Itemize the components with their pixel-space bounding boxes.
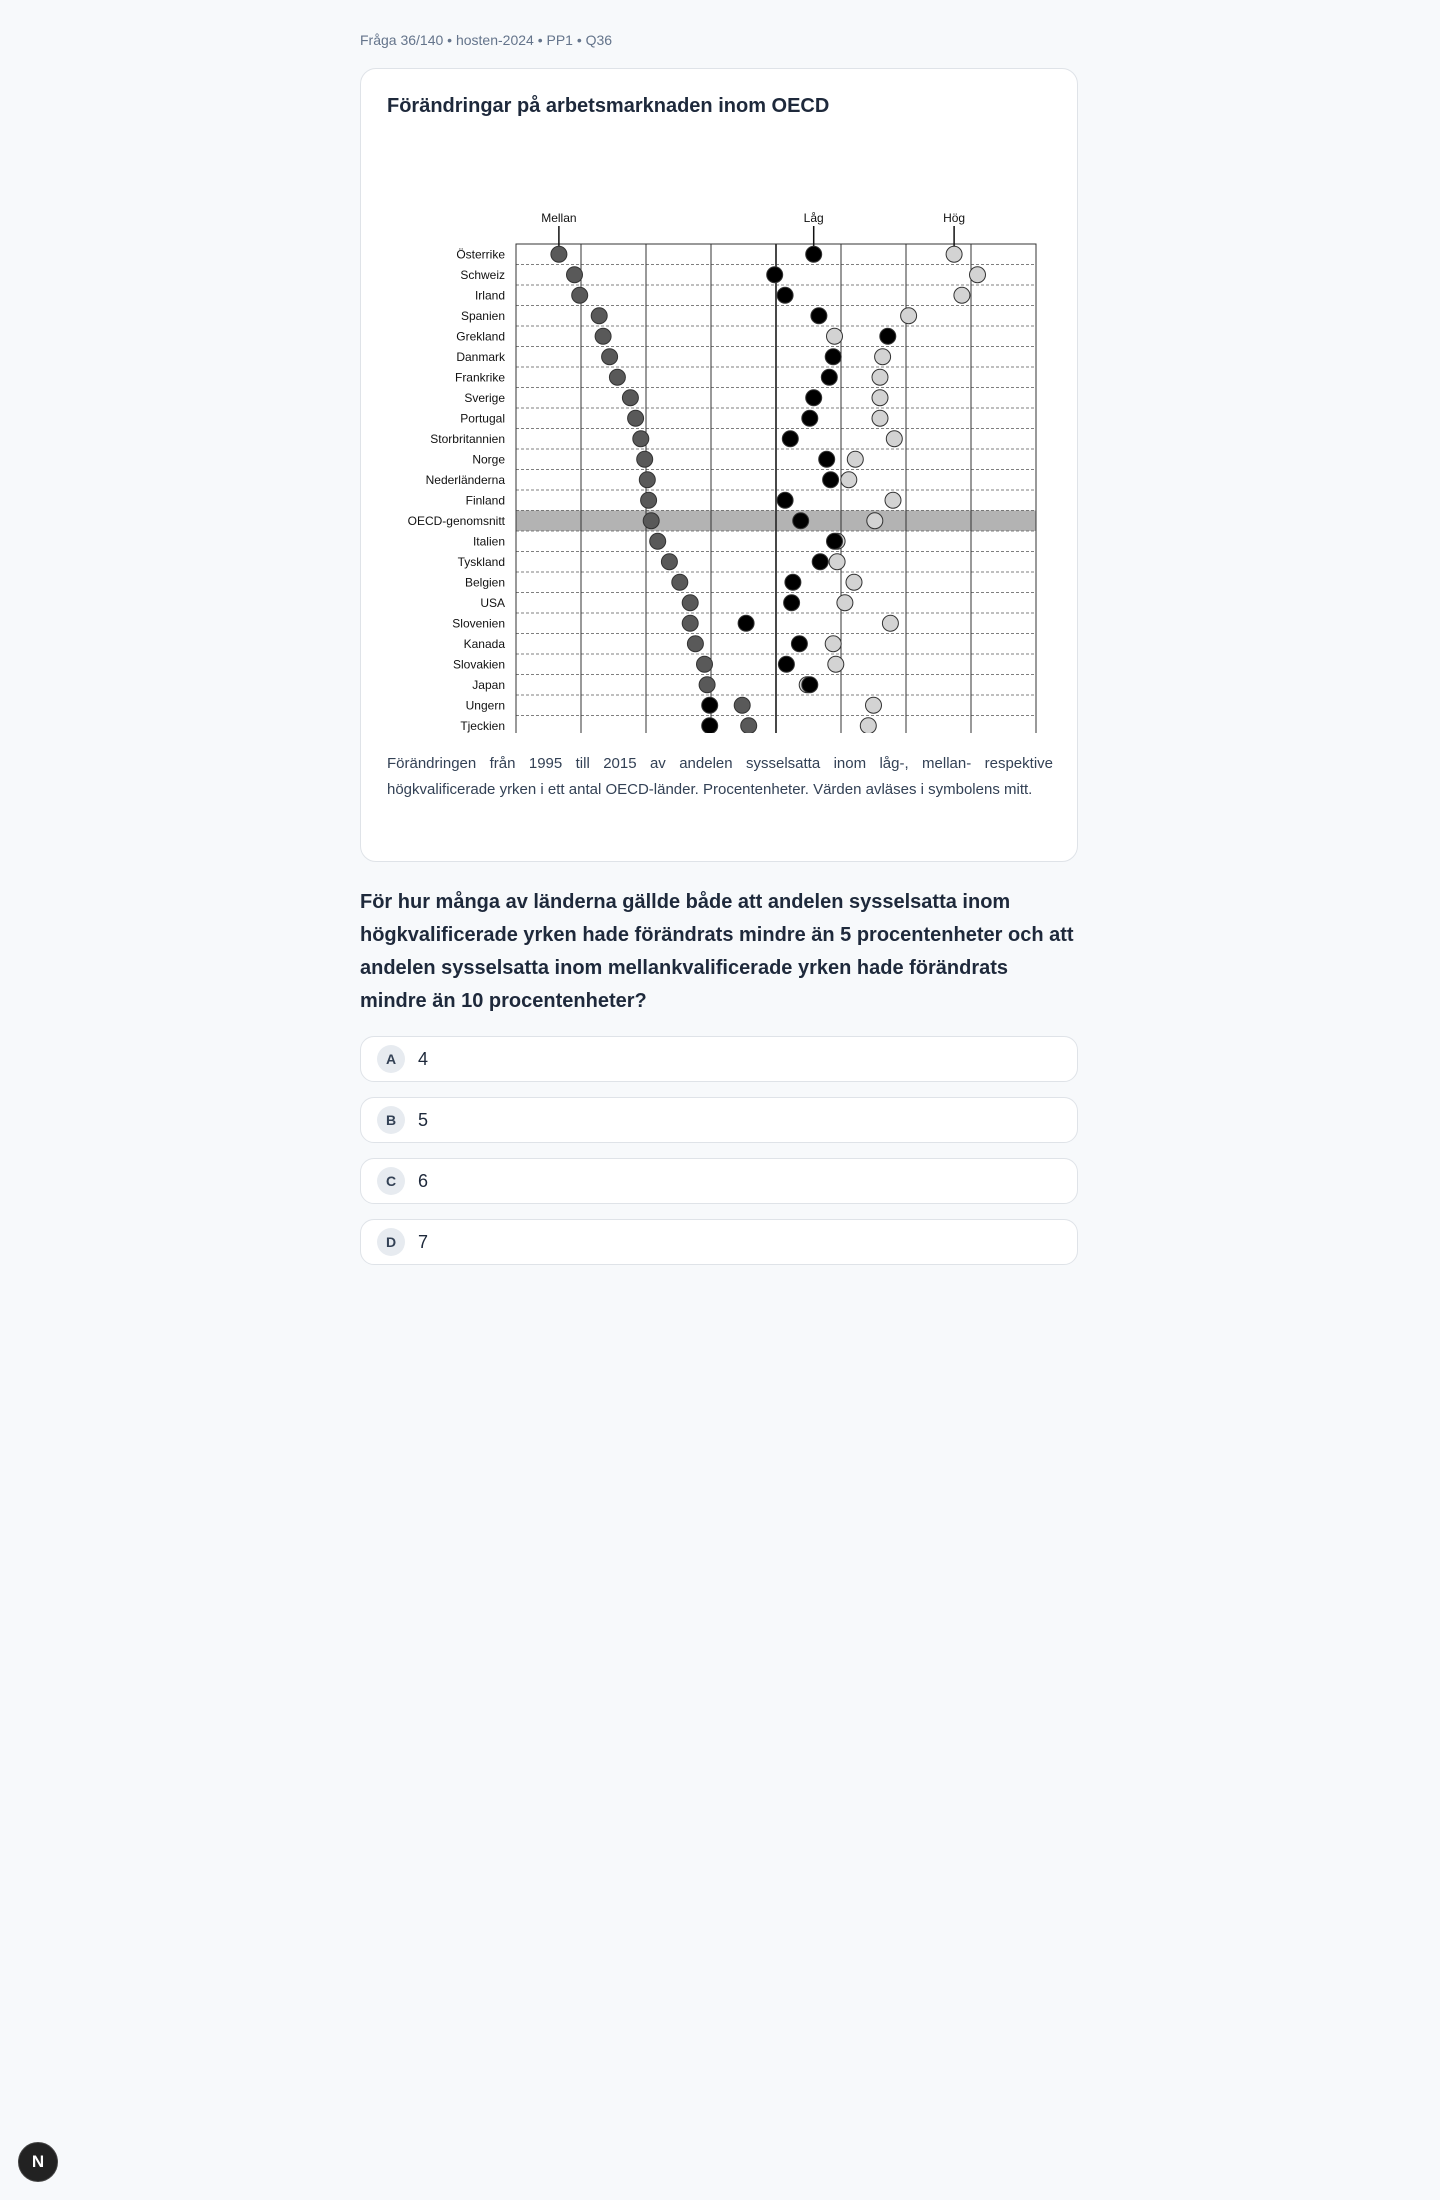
figure-title: Förändringar på arbetsmarknaden inom OECD (387, 95, 830, 117)
data-point-mellan (734, 697, 750, 713)
data-point-lag (777, 287, 793, 303)
data-point-hog (866, 697, 882, 713)
data-point-mellan (633, 431, 649, 447)
data-point-mellan (643, 513, 659, 529)
row-label: Norge (472, 452, 505, 467)
option-letter: A (377, 1045, 405, 1073)
data-point-mellan (682, 615, 698, 631)
data-point-mellan (622, 390, 638, 406)
data-point-mellan (609, 369, 625, 385)
data-point-lag (702, 718, 718, 733)
data-point-lag (825, 349, 841, 365)
data-point-mellan (551, 246, 567, 262)
data-point-mellan (699, 677, 715, 693)
data-point-hog (860, 718, 876, 733)
option-c[interactable] (360, 1158, 1078, 1204)
data-point-mellan (637, 451, 653, 467)
option-letter: C (377, 1167, 405, 1195)
data-point-lag (778, 656, 794, 672)
data-point-lag (802, 677, 818, 693)
data-point-hog (946, 246, 962, 262)
data-point-lag (821, 369, 837, 385)
data-point-lag (880, 328, 896, 344)
data-point-hog (872, 410, 888, 426)
option-text: 5 (418, 1109, 429, 1130)
data-point-lag (702, 697, 718, 713)
data-point-mellan (697, 656, 713, 672)
data-point-hog (825, 636, 841, 652)
row-label: Sverige (464, 390, 505, 405)
data-point-lag (777, 492, 793, 508)
data-point-mellan (595, 328, 611, 344)
row-label: Tyskland (457, 554, 505, 569)
data-point-hog (882, 615, 898, 631)
data-point-lag (806, 390, 822, 406)
data-point-mellan (741, 718, 757, 733)
data-point-hog (954, 287, 970, 303)
row-label: USA (480, 595, 505, 610)
data-point-mellan (567, 267, 583, 283)
breadcrumb: Fråga 36/140 • hosten-2024 • PP1 • Q36 (360, 32, 613, 48)
option-text: 6 (418, 1170, 429, 1191)
data-point-hog (970, 267, 986, 283)
data-point-lag (802, 410, 818, 426)
data-point-mellan (650, 533, 666, 549)
data-point-hog (875, 349, 891, 365)
option-letter: D (377, 1228, 405, 1256)
data-point-mellan (602, 349, 618, 365)
row-label: Danmark (456, 349, 505, 364)
row-label: Finland (465, 493, 505, 508)
data-point-hog (829, 554, 845, 570)
data-point-hog (827, 328, 843, 344)
data-point-lag (785, 574, 801, 590)
data-point-hog (828, 656, 844, 672)
row-label: Slovenien (452, 616, 505, 631)
data-point-mellan (682, 595, 698, 611)
data-point-mellan (639, 472, 655, 488)
figure-card (360, 68, 1078, 862)
data-point-lag (782, 431, 798, 447)
data-point-mellan (628, 410, 644, 426)
data-point-lag (793, 513, 809, 529)
data-point-mellan (672, 574, 688, 590)
data-point-hog (886, 431, 902, 447)
series-callout-label: Låg (803, 211, 824, 225)
row-label: Tjeckien (460, 718, 505, 733)
row-label: Belgien (464, 575, 505, 590)
row-label: Japan (472, 677, 505, 692)
option-a[interactable] (360, 1036, 1078, 1082)
data-point-lag (806, 246, 822, 262)
data-point-hog (901, 308, 917, 324)
row-label: Spanien (460, 308, 505, 323)
row-label: Schweiz (460, 267, 505, 282)
option-b[interactable] (360, 1097, 1078, 1143)
series-callout-label: Mellan (541, 211, 577, 225)
data-point-hog (867, 513, 883, 529)
row-label: Storbritannien (430, 431, 505, 446)
option-text: 4 (418, 1048, 429, 1069)
dot-plot-chart (385, 133, 1055, 733)
data-point-lag (827, 533, 843, 549)
data-point-lag (823, 472, 839, 488)
data-point-lag (767, 267, 783, 283)
row-label: Portugal (460, 411, 505, 426)
option-text: 7 (418, 1231, 429, 1252)
question-text: För hur många av länderna gällde både att andelen sysselsatta inom högkvalificerade yrken hade förändrats mindre än 5 procentenheter och att andelen sysselsatta inom mellankvalificerade yrken hade förändrats mindre än 10 procentenheter? (360, 891, 1074, 1012)
data-point-mellan (687, 636, 703, 652)
option-letter: B (377, 1106, 405, 1134)
data-point-lag (819, 451, 835, 467)
series-callout-label: Hög (943, 211, 966, 225)
data-point-mellan (572, 287, 588, 303)
app-logo-badge[interactable]: N (18, 2142, 58, 2182)
row-label: Österrike (456, 247, 505, 262)
data-point-lag (738, 615, 754, 631)
row-label: Nederländerna (425, 472, 505, 487)
data-point-lag (784, 595, 800, 611)
data-point-mellan (591, 308, 607, 324)
row-label: Grekland (456, 329, 505, 344)
row-label: Irland (474, 288, 505, 303)
row-label: Slovakien (452, 657, 505, 672)
data-point-lag (812, 554, 828, 570)
data-point-hog (872, 369, 888, 385)
row-label: Kanada (463, 636, 505, 651)
data-point-hog (847, 451, 863, 467)
row-label: OECD-genomsnitt (407, 513, 505, 528)
figure-caption: Förändringen från 1995 till 2015 av andelen sysselsatta inom låg-, mellan- respektive högkvalificerade yrken i ett antal OECD-länder. Procentenheter. Värden avläses i symbolens mitt. (387, 755, 1053, 798)
data-point-hog (841, 472, 857, 488)
row-label: Italien (472, 534, 505, 549)
data-point-hog (837, 595, 853, 611)
data-point-lag (811, 308, 827, 324)
data-point-hog (846, 574, 862, 590)
data-point-hog (885, 492, 901, 508)
data-point-mellan (661, 554, 677, 570)
row-label: Ungern (465, 698, 505, 713)
data-point-mellan (641, 492, 657, 508)
option-d[interactable] (360, 1219, 1078, 1265)
data-point-hog (872, 390, 888, 406)
row-label: Frankrike (454, 370, 505, 385)
data-point-lag (791, 636, 807, 652)
